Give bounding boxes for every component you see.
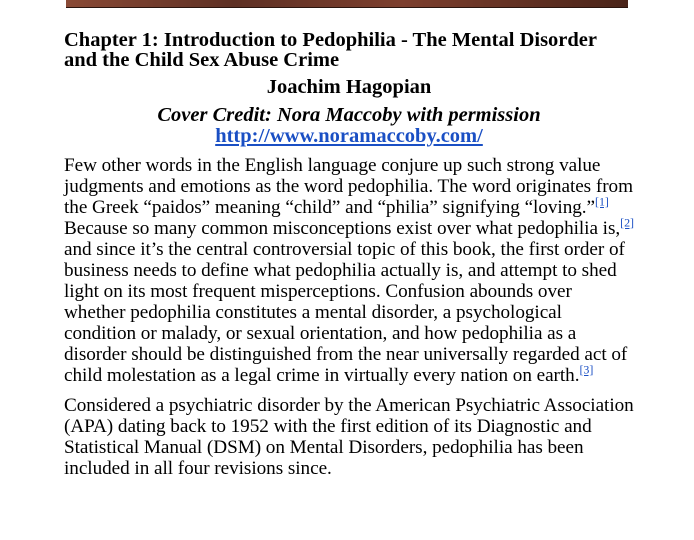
chapter-content — [64, 30, 634, 479]
paragraph-1 — [64, 155, 634, 386]
footnote-link-1[interactable]: [1] — [595, 194, 609, 209]
paragraph-2: Considered a psychiatric disorder by the American Psychiatric Association (APA) dating back to 1952 with the first edition of its Diagnostic and Statistical Manual (DSM) on Mental Disorders, pedophilia has been included in all four revisions since. — [64, 395, 634, 479]
paragraph-1-part-2: Because so many common misconceptions exist over what pedophilia is, — [64, 218, 621, 239]
paragraph-1-part-1: Few other words in the English language conjure up such strong value judgments and emotions as the word pedophilia. The word originates from the Greek “paidos” meaning “child” and “philia” signifying “loving.” — [64, 155, 633, 218]
cover-credit-block — [64, 105, 634, 147]
footnote-link-2[interactable]: [2] — [620, 215, 634, 230]
credit-url-link[interactable]: http://www.noramaccoby.com/ — [215, 125, 483, 147]
author-name: Joachim Hagopian — [266, 76, 432, 98]
chapter-title: Chapter 1: Introduction to Pedophilia - The Mental Disorder and the Child Sex Abuse Crime — [64, 29, 597, 71]
cover-image-bottom-edge — [66, 0, 628, 8]
footnote-link-3[interactable]: [3] — [579, 362, 594, 377]
cover-credit: Cover Credit: Nora Maccoby with permission — [157, 104, 541, 126]
paragraph-1-part-3: and since it’s the central controversial topic of this book, the first order of business needs to define what pedophilia actually is, and attempt to shed light on its most frequent misperceptions. Confusion abounds over whether pedophilia constitutes a mental disorder, a psychological condition or malady, or sexual orientation, and how pedophilia as a disorder should be distinguished from the near universally regarded act of child molestation as a legal crime in virtually every nation on earth. — [64, 239, 628, 386]
